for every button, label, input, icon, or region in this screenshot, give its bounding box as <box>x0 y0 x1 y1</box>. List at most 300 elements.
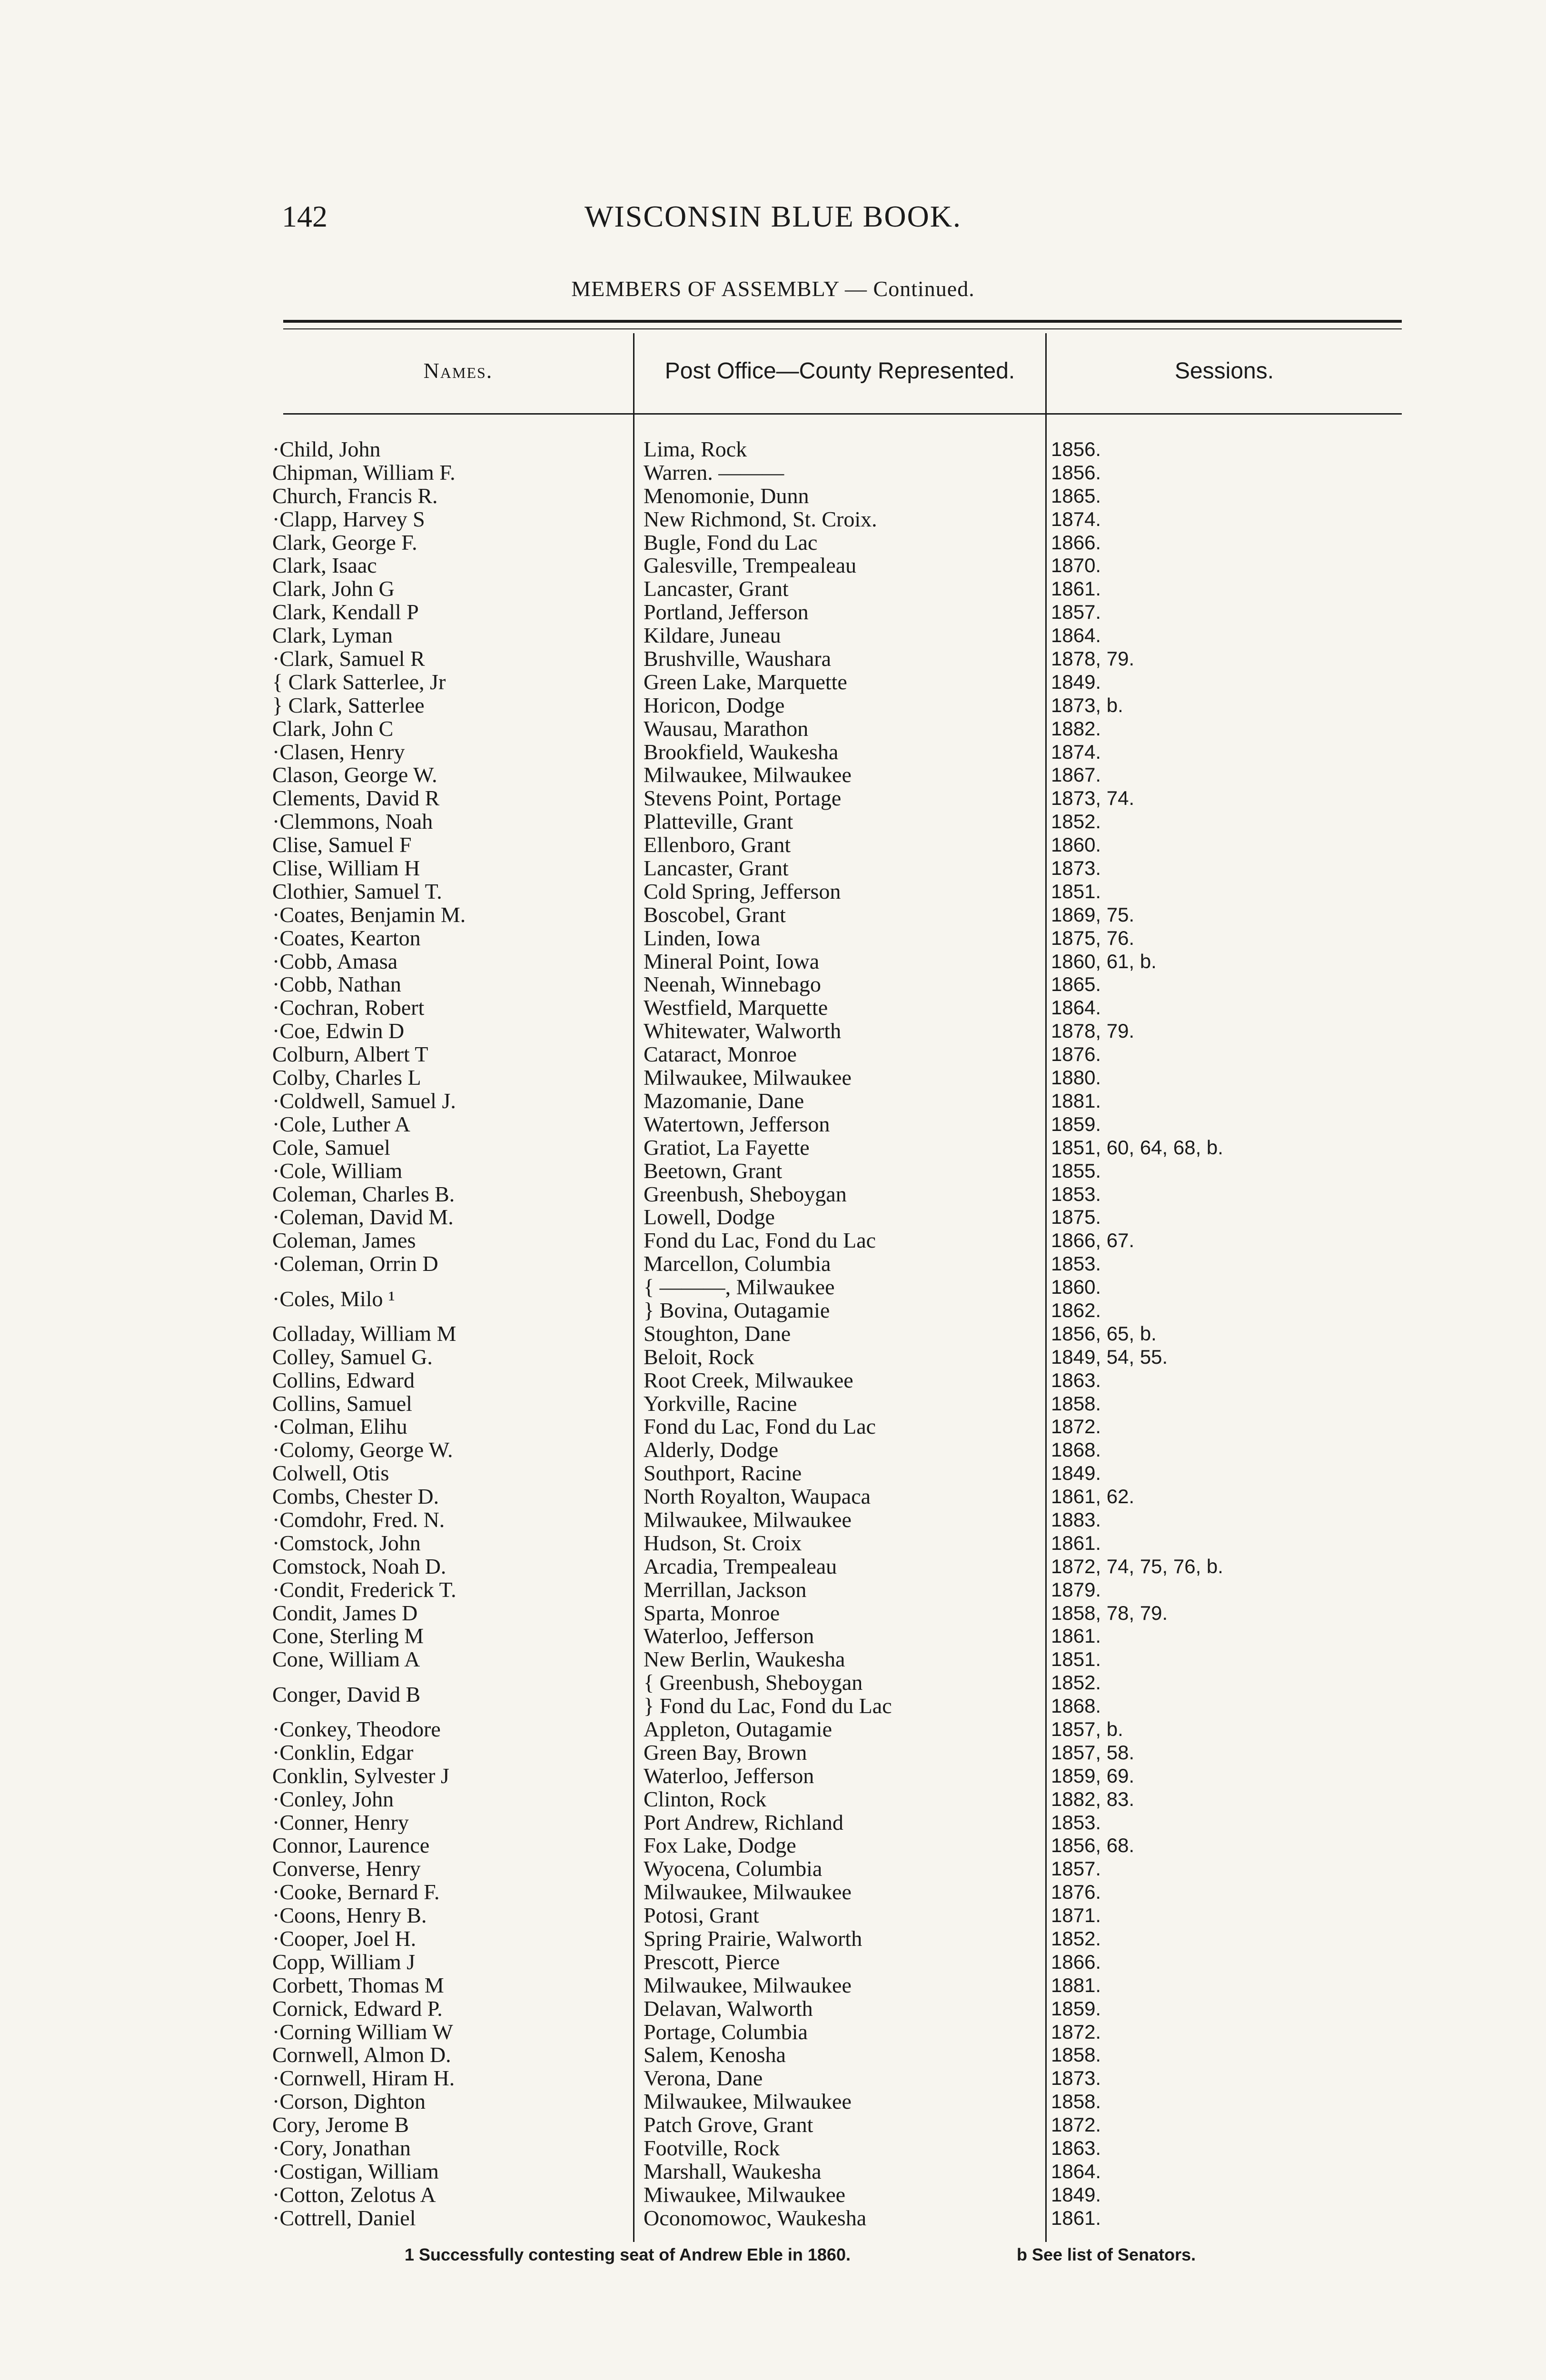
member-name: Colwell, Otis <box>272 1462 389 1486</box>
sessions-served: 1856, 65, b. <box>1051 1322 1157 1345</box>
table-row <box>0 857 1546 880</box>
sessions-served: 1860. <box>1051 833 1101 856</box>
sessions-served: 1857. <box>1051 1857 1101 1880</box>
sessions-served: 1880. <box>1051 1066 1101 1089</box>
post-office-county: Beetown, Grant <box>644 1159 783 1183</box>
post-office-county: New Richmond, St. Croix. <box>644 507 877 531</box>
table-row <box>0 973 1546 996</box>
member-name: ·Conner, Henry <box>272 1811 409 1835</box>
member-name: Cone, Sterling M <box>272 1625 424 1648</box>
sessions-served: 1876. <box>1051 1881 1101 1904</box>
table-row <box>0 1113 1546 1136</box>
table-row <box>0 438 1546 461</box>
post-office-county: Marcellon, Columbia <box>644 1252 831 1276</box>
member-name: Colladay, William M <box>272 1322 456 1346</box>
member-name: Colburn, Albert T <box>272 1043 428 1067</box>
post-office-county: Boscobel, Grant <box>644 903 786 927</box>
sessions-served: 1869, 75. <box>1051 903 1135 926</box>
post-office-county: Milwaukee, Milwaukee <box>644 1508 852 1532</box>
table-row <box>0 1811 1546 1835</box>
member-name: ·Coleman, David M. <box>272 1206 454 1230</box>
sessions-served: 1853. <box>1051 1182 1101 1205</box>
table-row <box>0 624 1546 647</box>
sessions-served: 1863. <box>1051 2137 1101 2160</box>
sessions-served: 1859. <box>1051 1997 1101 2020</box>
sessions-served: 1870. <box>1051 554 1101 577</box>
sessions-served: 1866. <box>1051 1950 1101 1973</box>
table-row <box>0 996 1546 1020</box>
table-row <box>0 2067 1546 2090</box>
sessions-served: 1855. <box>1051 1159 1101 1182</box>
post-office-county: Ellenboro, Grant <box>644 833 791 857</box>
member-name: Conger, David B <box>272 1682 421 1707</box>
table-row <box>0 1369 1546 1392</box>
header-rule <box>283 413 1402 415</box>
table-row <box>0 1788 1546 1811</box>
member-name: ·Clemmons, Noah <box>272 810 433 834</box>
sessions-served: 1863. <box>1051 1368 1101 1391</box>
member-name: ·Coons, Henry B. <box>272 1904 427 1928</box>
post-office-county: Waterloo, Jefferson <box>644 1625 814 1648</box>
sessions-served: 1872. <box>1051 1415 1101 1438</box>
table-row <box>0 2043 1546 2067</box>
member-name: Coleman, James <box>272 1229 416 1253</box>
member-name: ·Coe, Edwin D <box>272 1020 405 1043</box>
post-office-county: Yorkville, Racine <box>644 1392 797 1416</box>
member-name: Cornwell, Almon D. <box>272 2043 451 2067</box>
post-office-county: Milwaukee, Milwaukee <box>644 764 852 787</box>
post-office-county: Potosi, Grant <box>644 1904 759 1928</box>
table-row <box>0 787 1546 810</box>
table-row <box>0 927 1546 950</box>
table-row <box>0 717 1546 741</box>
sessions-served: 1859, 69. <box>1051 1764 1135 1787</box>
sessions-served: 1858. <box>1051 1392 1101 1415</box>
table-row <box>0 531 1546 555</box>
post-office-county: Lancaster, Grant <box>644 857 789 880</box>
table-row <box>0 2183 1546 2207</box>
member-name: Converse, Henry <box>272 1857 421 1881</box>
member-name: Colby, Charles L <box>272 1066 421 1090</box>
post-office-county: Alderly, Dodge <box>644 1438 779 1462</box>
post-office-county: Lima, Rock <box>644 438 747 461</box>
member-name: ·Colomy, George W. <box>272 1438 453 1462</box>
sessions-served: 1851. <box>1051 1648 1101 1671</box>
table-row <box>0 903 1546 927</box>
table-row <box>0 671 1546 694</box>
member-name: ·Costigan, William <box>272 2160 439 2183</box>
post-office-line: } Bovina, Outagamie <box>644 1298 830 1322</box>
member-name: ·Corning William W <box>272 2020 453 2044</box>
post-office-county: Bugle, Fond du Lac <box>644 531 818 555</box>
member-name: Corbett, Thomas M <box>272 1973 444 1997</box>
table-row <box>0 601 1546 624</box>
post-office-line: { Greenbush, Sheboygan <box>644 1671 863 1695</box>
sessions-served: 1861. <box>1051 1625 1101 1647</box>
sessions-served: 1881. <box>1051 1973 1101 1996</box>
sessions-served: 1864. <box>1051 624 1101 647</box>
sessions-served: 1861. <box>1051 577 1101 600</box>
post-office-county: Merrillan, Jackson <box>644 1578 807 1602</box>
sessions-served: 1878, 79. <box>1051 1020 1135 1042</box>
sessions-served: 1851. <box>1051 880 1101 902</box>
post-office-line: } Fond du Lac, Fond du Lac <box>644 1694 892 1718</box>
table-row <box>0 1485 1546 1508</box>
sessions-served: 1875, 76. <box>1051 926 1135 949</box>
table-row <box>0 1602 1546 1625</box>
table-row <box>0 1252 1546 1276</box>
post-office-county: Watertown, Jefferson <box>644 1112 830 1136</box>
table-row <box>0 1578 1546 1602</box>
table-row <box>0 1671 1546 1718</box>
sessions-served: 1858, 78, 79. <box>1051 1601 1168 1624</box>
sessions-served: 1861, 62. <box>1051 1485 1135 1508</box>
table-row <box>0 2090 1546 2113</box>
table-row <box>0 1020 1546 1043</box>
sessions-served: 1864. <box>1051 2160 1101 2182</box>
post-office-county: Brookfield, Waukesha <box>644 740 839 764</box>
post-office-county: Milwaukee, Milwaukee <box>644 2090 852 2114</box>
table-row <box>0 1183 1546 1206</box>
post-office-county: Oconomowoc, Waukesha <box>644 2206 867 2230</box>
sessions-served: 1852. <box>1051 1927 1101 1950</box>
post-office-county: Neenah, Winnebago <box>644 973 821 997</box>
sessions-served: 1864. <box>1051 996 1101 1019</box>
member-name: Chipman, William F. <box>272 461 456 485</box>
table-row <box>0 2207 1546 2230</box>
post-office-county: Wausau, Marathon <box>644 717 809 741</box>
post-office-county: Milwaukee, Milwaukee <box>644 1973 852 1997</box>
table-row <box>0 1974 1546 1997</box>
page-title: WISCONSIN BLUE BOOK. <box>585 199 961 233</box>
table-row <box>0 1765 1546 1788</box>
table-row <box>0 1276 1546 1322</box>
member-name: Cory, Jerome B <box>272 2113 409 2137</box>
sessions-served: 1856. <box>1051 438 1101 460</box>
post-office-county: Appleton, Outagamie <box>644 1718 832 1741</box>
member-name: Clothier, Samuel T. <box>272 880 442 903</box>
sessions-served: 1874. <box>1051 740 1101 763</box>
sessions-served: 1857, b. <box>1051 1718 1123 1741</box>
member-name: ·Cobb, Nathan <box>272 973 401 997</box>
post-office-county: Cataract, Monroe <box>644 1043 797 1067</box>
sessions-served: 1859. <box>1051 1112 1101 1135</box>
sessions-served: 1872. <box>1051 2113 1101 2136</box>
member-name: Colley, Samuel G. <box>272 1345 433 1369</box>
sessions-served: 1851, 60, 64, 68, b. <box>1051 1136 1223 1159</box>
table-row <box>0 1206 1546 1229</box>
table-row <box>0 2021 1546 2044</box>
post-office-county: Footville, Rock <box>644 2137 780 2160</box>
sessions-served: 1873. <box>1051 857 1101 880</box>
member-name: Combs, Chester D. <box>272 1485 439 1508</box>
post-office-county: Linden, Iowa <box>644 926 761 950</box>
member-name: ·Coleman, Orrin D <box>272 1252 438 1276</box>
table-row <box>0 1927 1546 1951</box>
post-office-county: Greenbush, Sheboygan <box>644 1182 847 1206</box>
table-row <box>0 1508 1546 1532</box>
member-name: Collins, Samuel <box>272 1392 412 1416</box>
post-office-county: Brushville, Waushara <box>644 647 832 671</box>
column-header-names: Names. <box>423 358 493 383</box>
sessions-served: 1857, 58. <box>1051 1741 1135 1764</box>
member-name: ·Condit, Frederick T. <box>272 1578 456 1602</box>
table-row <box>0 485 1546 508</box>
post-office-county: Platteville, Grant <box>644 810 793 834</box>
sessions-served: 1882, 83. <box>1051 1787 1135 1810</box>
sessions-served: 1871. <box>1051 1904 1101 1927</box>
sessions-served: 1857. <box>1051 601 1101 624</box>
table-row <box>0 1346 1546 1369</box>
sessions-served: 1849. <box>1051 2183 1101 2206</box>
member-name: ·Colman, Elihu <box>272 1415 407 1439</box>
post-office-county: Mazomanie, Dane <box>644 1089 804 1113</box>
post-office-county: New Berlin, Waukesha <box>644 1648 845 1672</box>
sessions-served: 1881. <box>1051 1089 1101 1112</box>
sessions-served: 1849. <box>1051 670 1101 693</box>
sessions-served: 1867. <box>1051 764 1101 786</box>
sessions-served: 1853. <box>1051 1252 1101 1275</box>
post-office-county: Stoughton, Dane <box>644 1322 791 1346</box>
member-name: ·Cornwell, Hiram H. <box>272 2067 455 2091</box>
sessions-line: 1862. <box>1051 1299 1101 1321</box>
column-header-post-office: Post Office—County Represented. <box>664 358 1015 384</box>
post-office-county: Green Bay, Brown <box>644 1741 807 1765</box>
post-office-county: Menomonie, Dunn <box>644 484 809 508</box>
post-office-county: Prescott, Pierce <box>644 1950 780 1974</box>
table-row <box>0 2113 1546 2137</box>
table-row <box>0 1997 1546 2021</box>
sessions-served: 1873, 74. <box>1051 787 1135 810</box>
table-row <box>0 1857 1546 1881</box>
sessions-line: 1868. <box>1051 1695 1101 1717</box>
member-name: ·Child, John <box>272 438 381 461</box>
post-office-county: Gratiot, La Fayette <box>644 1136 810 1160</box>
table-row <box>0 1532 1546 1555</box>
section-subtitle: MEMBERS OF ASSEMBLY — Continued. <box>571 277 975 301</box>
post-office-county: Portland, Jefferson <box>644 601 809 625</box>
post-office-county: Spring Prairie, Walworth <box>644 1927 862 1951</box>
table-row <box>0 880 1546 903</box>
member-name: ·Coates, Benjamin M. <box>272 903 466 927</box>
footnote-senators: b See list of Senators. <box>1017 2245 1196 2264</box>
member-name: Church, Francis R. <box>272 484 438 508</box>
table-row <box>0 1462 1546 1485</box>
table-row <box>0 2160 1546 2183</box>
member-name: ·Comstock, John <box>272 1531 421 1555</box>
sessions-served: 1872. <box>1051 2020 1101 2043</box>
table-row <box>0 1881 1546 1904</box>
post-office-county <box>644 1276 1039 1322</box>
member-name: ·Coates, Kearton <box>272 926 421 950</box>
sessions-served: 1865. <box>1051 484 1101 507</box>
table-row <box>0 1160 1546 1183</box>
member-name: ·Clark, Samuel R <box>272 647 425 671</box>
member-name: Clason, George W. <box>272 764 437 787</box>
member-name: Connor, Laurence <box>272 1834 430 1858</box>
post-office-county: Verona, Dane <box>644 2067 763 2091</box>
member-name: ·Cole, Luther A <box>272 1112 410 1136</box>
member-name: Cornick, Edward P. <box>272 1997 443 2021</box>
table-row <box>0 1066 1546 1090</box>
member-name: Clark, John C <box>272 717 394 741</box>
sessions-served: 1879. <box>1051 1578 1101 1601</box>
sessions-served: 1883. <box>1051 1508 1101 1531</box>
sessions-served: 1866, 67. <box>1051 1229 1135 1252</box>
post-office-county: Delavan, Walworth <box>644 1997 813 2021</box>
table-row <box>0 1625 1546 1648</box>
member-name: ·Coles, Milo ¹ <box>272 1287 395 1311</box>
post-office-county: Fox Lake, Dodge <box>644 1834 796 1858</box>
table-row <box>0 1229 1546 1252</box>
sessions-served: 1861. <box>1051 1531 1101 1554</box>
member-name: ·Conkey, Theodore <box>272 1718 441 1741</box>
member-name: Clark, Isaac <box>272 554 377 578</box>
sessions-served: 1882. <box>1051 717 1101 740</box>
sessions-served: 1865. <box>1051 973 1101 996</box>
table-row <box>0 2137 1546 2160</box>
post-office-county: Whitewater, Walworth <box>644 1020 842 1043</box>
post-office-county: Patch Grove, Grant <box>644 2113 813 2137</box>
post-office-county: Southport, Racine <box>644 1462 802 1486</box>
column-header-sessions: Sessions. <box>1174 358 1274 384</box>
member-name: Coleman, Charles B. <box>272 1182 455 1206</box>
member-name: Cone, William A <box>272 1648 420 1672</box>
post-office-county: Port Andrew, Richland <box>644 1811 843 1835</box>
post-office-county: Sparta, Monroe <box>644 1601 780 1625</box>
sessions-served: 1866. <box>1051 531 1101 554</box>
table-row <box>0 764 1546 787</box>
member-name: Clark, John G <box>272 577 395 601</box>
member-name: Clise, William H <box>272 857 420 880</box>
post-office-county: Beloit, Rock <box>644 1345 754 1369</box>
top-thin-rule <box>283 328 1402 329</box>
sessions-served: 1872, 74, 75, 76, b. <box>1051 1555 1223 1577</box>
table-row <box>0 950 1546 973</box>
member-name: Comstock, Noah D. <box>272 1555 446 1578</box>
post-office-county: North Royalton, Waupaca <box>644 1485 871 1508</box>
post-office-county: Milwaukee, Milwaukee <box>644 1881 852 1904</box>
sessions-served: 1861. <box>1051 2206 1101 2229</box>
table-row <box>0 1718 1546 1741</box>
post-office-county: Mineral Point, Iowa <box>644 950 820 973</box>
member-name: ·Cooke, Bernard F. <box>272 1881 440 1904</box>
post-office-county: Galesville, Trempealeau <box>644 554 857 578</box>
sessions-served: 1858. <box>1051 2090 1101 2113</box>
member-name: ·Cooper, Joel H. <box>272 1927 416 1951</box>
sessions-served: 1860, 61, b. <box>1051 950 1157 972</box>
footnotes <box>0 2245 1546 2273</box>
member-name: ·Comdohr, Fred. N. <box>272 1508 445 1532</box>
member-name: Conklin, Sylvester J <box>272 1764 449 1788</box>
member-name: Copp, William J <box>272 1950 416 1974</box>
member-name: Clements, David R <box>272 787 440 811</box>
member-name: Cole, Samuel <box>272 1136 390 1160</box>
sessions-served: 1878, 79. <box>1051 647 1135 670</box>
member-name: Clark, Lyman <box>272 624 393 648</box>
post-office-county: Marshall, Waukesha <box>644 2160 822 2183</box>
table-row <box>0 1136 1546 1160</box>
post-office-county: Stevens Point, Portage <box>644 787 842 811</box>
sessions-served: 1873. <box>1051 2067 1101 2090</box>
member-name: ·Cotton, Zelotus A <box>272 2183 436 2207</box>
table-row <box>0 833 1546 857</box>
sessions-served: 1858. <box>1051 2043 1101 2066</box>
table-row <box>0 1951 1546 1974</box>
member-name: Collins, Edward <box>272 1368 415 1392</box>
table-row <box>0 1322 1546 1346</box>
sessions-served <box>1051 1671 1394 1718</box>
table-row <box>0 554 1546 577</box>
member-name: ·Conklin, Edgar <box>272 1741 414 1765</box>
sessions-served: 1849, 54, 55. <box>1051 1345 1168 1368</box>
top-double-rule <box>283 320 1402 323</box>
table-row <box>0 694 1546 717</box>
member-name: ·Cory, Jonathan <box>272 2137 411 2160</box>
post-office-line: { ———, Milwaukee <box>644 1276 835 1299</box>
sessions-served: 1876. <box>1051 1043 1101 1066</box>
post-office-county: Westfield, Marquette <box>644 996 828 1020</box>
post-office-county: Fond du Lac, Fond du Lac <box>644 1415 876 1439</box>
member-name: ·Conley, John <box>272 1787 394 1811</box>
post-office-county: Salem, Kenosha <box>644 2043 786 2067</box>
table-row <box>0 1555 1546 1578</box>
member-name: ·Cochran, Robert <box>272 996 425 1020</box>
table-row <box>0 508 1546 531</box>
post-office-county: Wyocena, Columbia <box>644 1857 823 1881</box>
sessions-served: 1853. <box>1051 1811 1101 1834</box>
post-office-county: Green Lake, Marquette <box>644 670 847 694</box>
post-office-county: Portage, Columbia <box>644 2020 808 2044</box>
member-name: Clark, Kendall P <box>272 601 419 625</box>
table-row <box>0 1904 1546 1927</box>
table-row <box>0 1090 1546 1113</box>
member-name: { Clark Satterlee, Jr <box>272 670 446 694</box>
post-office-county: Warren. ——— <box>644 461 784 485</box>
table-row <box>0 1392 1546 1416</box>
post-office-county: Clinton, Rock <box>644 1787 767 1811</box>
table-row <box>0 577 1546 601</box>
member-name: ·Cottrell, Daniel <box>272 2206 416 2230</box>
member-name: ·Corson, Dighton <box>272 2090 426 2114</box>
sessions-served <box>1051 1276 1394 1322</box>
members-table <box>0 438 1546 2230</box>
member-name: ·Coldwell, Samuel J. <box>272 1089 456 1113</box>
table-row <box>0 810 1546 833</box>
table-row <box>0 1043 1546 1066</box>
member-name: ·Cobb, Amasa <box>272 950 398 973</box>
member-name: Condit, James D <box>272 1601 418 1625</box>
table-row <box>0 1741 1546 1765</box>
sessions-line: 1860. <box>1051 1276 1101 1299</box>
table-row <box>0 647 1546 671</box>
member-name: ·Cole, William <box>272 1159 403 1183</box>
post-office-county: Miwaukee, Milwaukee <box>644 2183 846 2207</box>
sessions-served: 1849. <box>1051 1462 1101 1485</box>
post-office-county: Horicon, Dodge <box>644 694 785 717</box>
table-row <box>0 461 1546 485</box>
post-office-county: Cold Spring, Jefferson <box>644 880 841 903</box>
post-office-county: Fond du Lac, Fond du Lac <box>644 1229 876 1253</box>
sessions-served: 1875. <box>1051 1206 1101 1229</box>
page-number: 142 <box>282 199 327 233</box>
sessions-served: 1856, 68. <box>1051 1834 1135 1857</box>
sessions-served: 1873, b. <box>1051 694 1123 716</box>
sessions-served: 1852. <box>1051 810 1101 833</box>
table-row <box>0 1834 1546 1857</box>
member-name: } Clark, Satterlee <box>272 694 425 717</box>
post-office-county: Lowell, Dodge <box>644 1206 775 1230</box>
